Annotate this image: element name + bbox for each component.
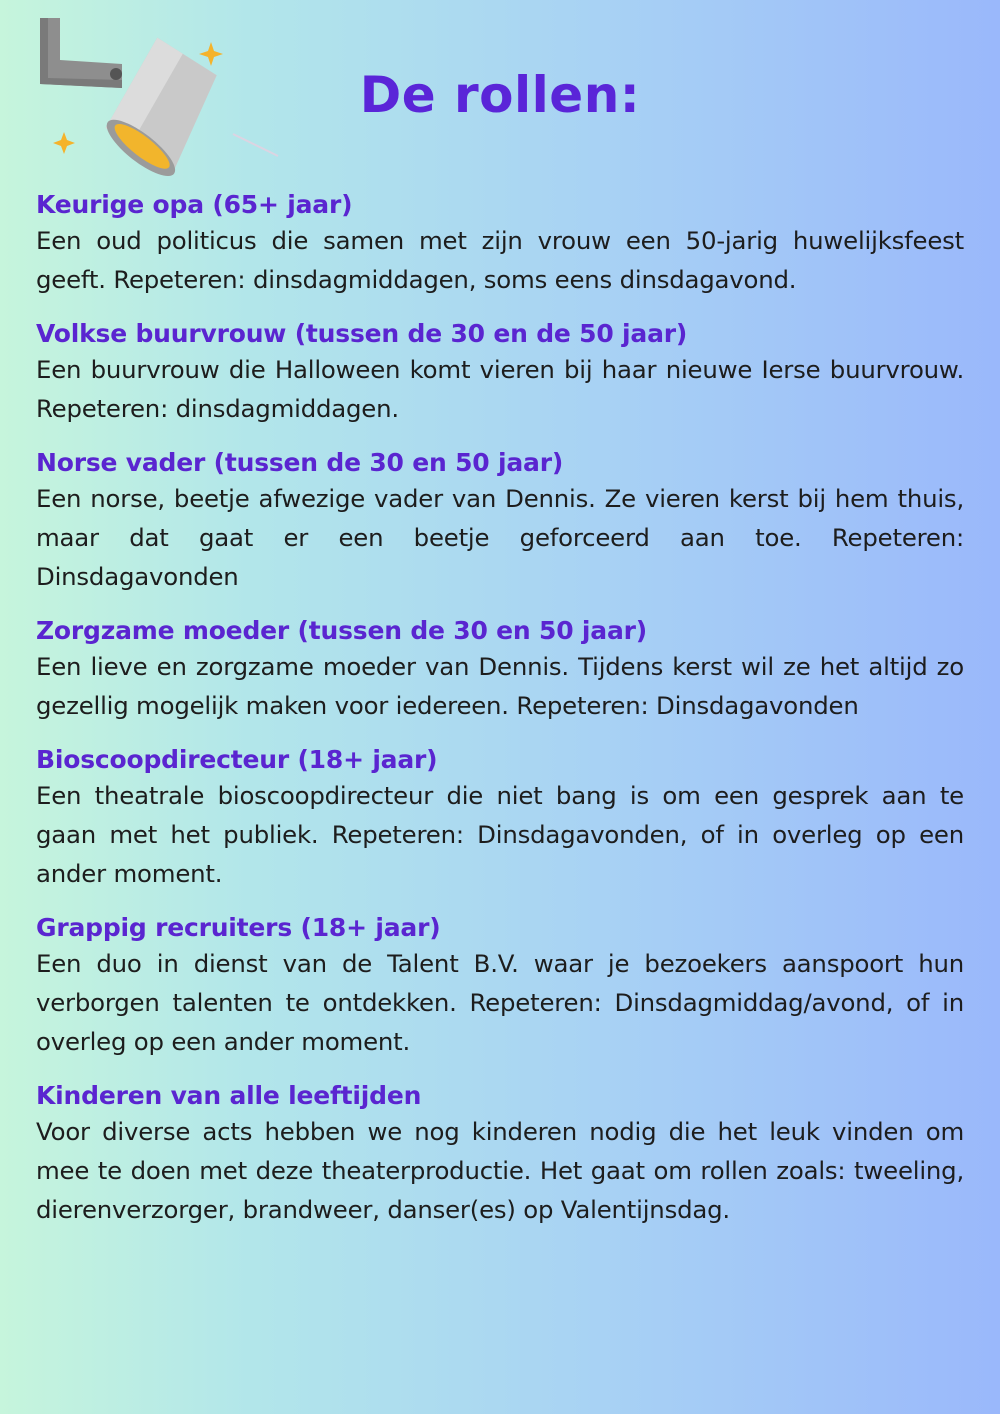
role-description: Een theatrale bioscoopdirecteur die niet bang is om een gesprek aan te gaan met het publiek. Repeteren: Dinsdagavonden, of in overleg op een ander moment. (36, 781, 964, 888)
role-heading: Norse vader (tussen de 30 en 50 jaar) (36, 448, 564, 477)
page-title: De rollen: (359, 66, 641, 124)
role-description: Een oud politicus die samen met zijn vrouw een 50-jarig huwelijksfeest geeft. Repeteren: dinsdagmiddagen, soms eens dinsdagavond. (36, 226, 964, 294)
roles-list (36, 188, 964, 1247)
role-item (36, 1079, 964, 1229)
role-heading: Volkse buurvrouw (tussen de 30 en de 50 jaar) (36, 319, 688, 348)
role-item (36, 188, 964, 299)
role-item (36, 743, 964, 893)
role-heading: Grappig recruiters (18+ jaar) (36, 913, 441, 942)
role-description: Voor diverse acts hebben we nog kinderen nodig die het leuk vinden om mee te doen met deze theaterproductie. Het gaat om rollen zoals: tweeling, dierenverzorger, brandweer, danser(es) op Valentijnsdag. (36, 1117, 964, 1224)
role-item (36, 911, 964, 1061)
role-description: Een buurvrouw die Halloween komt vieren bij haar nieuwe Ierse buurvrouw. Repeteren: dinsdagmiddagen. (36, 355, 964, 423)
role-heading: Kinderen van alle leeftijden (36, 1081, 422, 1110)
role-heading: Bioscoopdirecteur (18+ jaar) (36, 745, 438, 774)
role-heading: Keurige opa (65+ jaar) (36, 190, 353, 219)
role-item (36, 614, 964, 725)
role-item (36, 446, 964, 596)
role-description: Een lieve en zorgzame moeder van Dennis. Tijdens kerst wil ze het altijd zo gezellig mogelijk maken voor iedereen. Repeteren: Dinsdagavonden (36, 652, 964, 720)
role-item (36, 317, 964, 428)
role-heading: Zorgzame moeder (tussen de 30 en 50 jaar) (36, 616, 647, 645)
role-description: Een norse, beetje afwezige vader van Dennis. Ze vieren kerst bij hem thuis, maar dat gaat er een beetje geforceerd aan toe. Repeteren: Dinsdagavonden (36, 484, 964, 591)
role-description: Een duo in dienst van de Talent B.V. waar je bezoekers aanspoort hun verborgen talenten te ontdekken. Repeteren: Dinsdagmiddag/avond, of in overleg op een ander moment. (36, 949, 964, 1056)
